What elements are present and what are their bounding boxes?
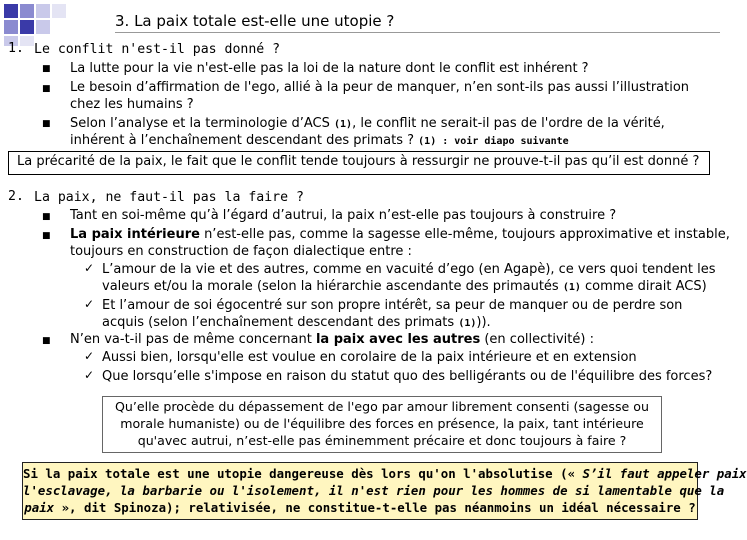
section2-line-7-b: )). (476, 315, 491, 330)
section2-line-5 (102, 278, 707, 297)
section1-bullet-1: La lutte pour la vie n'est-elle pas la loi de la nature dont le conflit est inhérent ? (70, 61, 589, 76)
box1-text: La précarité de la paix, le fait que le conflit tende toujours à ressurgir ne prouve-t-il pas qu’il est donné ? (17, 154, 700, 169)
section2-line-7-a: acquis (selon l’enchaînement descendant des primats (102, 315, 459, 330)
box3-line-1 (23, 465, 747, 483)
section1-number: 1. (8, 41, 24, 56)
section2-line-8-b: (en collectivité) : (480, 332, 594, 347)
section1-bullet-3-cont (70, 132, 569, 151)
ref-1: (1) (334, 119, 353, 130)
section2-line-1: Tant en soi-même qu’à l’égard d’autrui, la paix n’est-elle pas toujours à construire ? (70, 208, 617, 223)
conclusion-box (102, 396, 662, 453)
section2-line-7 (102, 314, 491, 333)
section2-line-8 (70, 331, 594, 349)
deco-square (4, 4, 18, 18)
box2-line-1: Qu’elle procède du dépassement de l'ego par amour librement consenti (sagesse ou (115, 399, 649, 414)
deco-square (20, 20, 34, 34)
ref-1: (1) (458, 318, 477, 329)
section2-heading: La paix, ne faut-il pas la faire ? (34, 190, 304, 205)
check-icon: ✓ (84, 297, 95, 311)
slide-title: 3. La paix totale est-elle une utopie ? (115, 12, 395, 30)
deco-square (4, 20, 18, 34)
box3-line-3-b: », dit Spinoza); relativisée, ne constitue-t-elle pas néanmoins un idéal nécessaire ? (54, 500, 696, 515)
section2-line-3: toujours en construction de façon dialectique entre : (70, 244, 412, 259)
bullet-icon: ■ (42, 336, 51, 346)
check-icon: ✓ (84, 261, 95, 275)
section2-line-5-a: valeurs et/ou la morale (selon la hiérarchie ascendante des primautés (102, 279, 563, 294)
deco-square (36, 20, 50, 34)
box2-line-2: morale humaniste) ou de l'équilibre des forces en présence, la paix, tant intérieure (120, 416, 644, 431)
peace-with-others-term: la paix avec les autres (315, 332, 481, 347)
box3-line-3-quote: paix (24, 500, 55, 515)
section2-line-5-b: comme dirait ACS) (580, 279, 707, 294)
section1-heading: Le conflit n'est-il pas donné ? (34, 42, 281, 57)
section2-line-6: Et l’amour de soi égocentré sur son propre intérêt, sa peur de manquer ou de perdre son (102, 298, 683, 313)
section2-line-10: Que lorsqu’elle s'impose en raison du statut quo des belligérants ou de l'équilibre des forces? (102, 369, 713, 384)
section2-number: 2. (8, 189, 24, 204)
section2-line-8-a: N’en va-t-il pas de même concernant (70, 332, 316, 347)
title-underline (115, 32, 720, 33)
box3-line-2: l'esclavage, la barbarie ou l'isolement, il n'est rien pour les hommes de si lamentable que la (23, 483, 725, 498)
footnote-ref: (1) : voir diapo suivante (418, 136, 569, 147)
box3-line-1-a: Si la paix totale est une utopie dangereuse dès lors qu'on l'absolutise (« (23, 466, 583, 481)
bullet-icon: ■ (42, 64, 51, 74)
section2-line-9: Aussi bien, lorsqu'elle est voulue en corolaire de la paix intérieure et en extension (102, 350, 637, 365)
section1-bullet-2-cont: chez les humains ? (70, 97, 194, 112)
section1-bullet-2: Le besoin d’affirmation de l'ego, allié à la peur de manquer, n’en sont-ils pas aussi l’illustration (70, 80, 690, 95)
bullet-icon: ■ (42, 212, 51, 222)
deco-square (20, 4, 34, 18)
deco-square (36, 4, 50, 18)
box2-line-3: qu'avec autrui, n’est-elle pas éminemment précaire et donc toujours à faire ? (137, 433, 627, 448)
ref-1: (1) (562, 282, 581, 293)
section2-line-2 (70, 226, 730, 244)
bullet-icon: ■ (42, 231, 51, 241)
section1-bullet-3-c: inhérent à l’enchaînement descendant des primats ? (70, 133, 419, 148)
bullet-icon: ■ (42, 84, 51, 94)
section2-line-2-b: n’est-elle pas, comme la sagesse elle-même, toujours approximative et instable, (199, 227, 730, 242)
highlight-box-precarity (8, 151, 710, 175)
check-icon: ✓ (84, 368, 95, 382)
section1-bullet-3 (70, 115, 665, 134)
section2-line-4: L’amour de la vie et des autres, comme en vacuité d’ego (en Agapè), ce vers quoi tendent les (102, 262, 716, 277)
check-icon: ✓ (84, 349, 95, 363)
inner-peace-term: La paix intérieure (70, 227, 200, 242)
box3-line-3 (23, 499, 697, 517)
bullet-icon: ■ (42, 119, 51, 129)
spinoza-quote-box (22, 462, 747, 520)
box3-line-1-quote: S’il faut appeler paix (582, 466, 747, 481)
deco-square (52, 4, 66, 18)
section1-bullet-3-b: , le conflit ne serait-il pas de l'ordre de la vérité, (352, 116, 665, 131)
section1-bullet-3-a: Selon l’analyse et la terminologie d’ACS (70, 116, 334, 131)
